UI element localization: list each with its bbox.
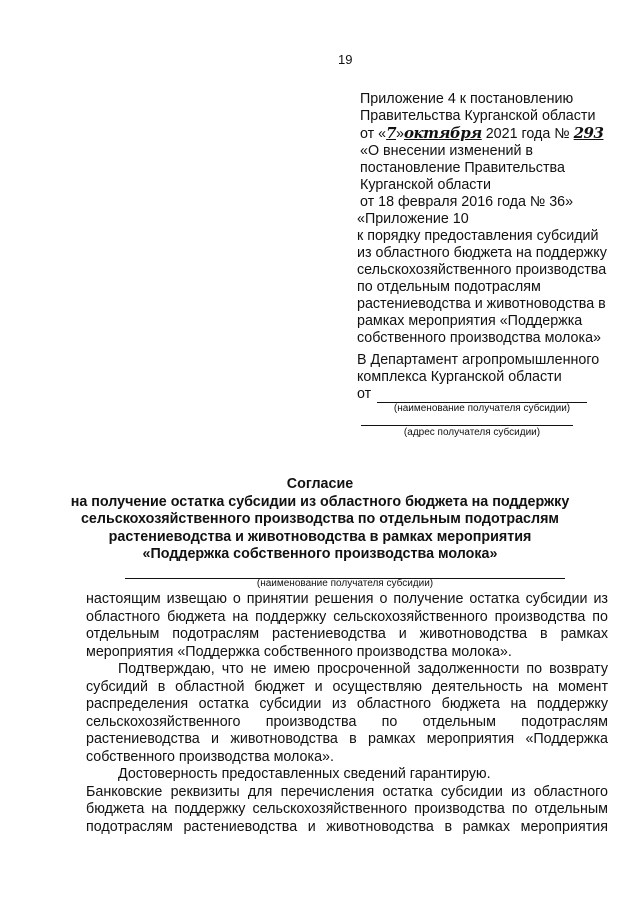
- appendix-10-header: [357, 211, 617, 347]
- appendix-10-line: собственного производства молока»: [357, 330, 601, 346]
- appendix-10-line: по отдельным подотраслям: [357, 279, 541, 295]
- from-row: [357, 386, 627, 403]
- appendix-10-line: к порядку предоставления субсидий: [357, 228, 599, 244]
- appendix-10-line: рамках мероприятия «Поддержка: [357, 313, 583, 329]
- from-label: от: [357, 386, 372, 402]
- document-title: [40, 476, 600, 564]
- appendix-10-line: из областного бюджета на поддержку: [357, 245, 607, 261]
- title-line: растениеводства и животноводства в рамках мероприятия: [108, 528, 532, 545]
- date-prefix: от «: [360, 126, 387, 142]
- appendix-10-line: «Приложение 10: [357, 211, 469, 227]
- appendix-10-line: растениеводства и животноводства в: [357, 296, 606, 312]
- body-paragraph: настоящим извещаю о принятии решения о получение остатка субсидии из областного бюджета на поддержку сельскохозяйственного производства по отдельным подотраслям растениеводства и животноводства в рамках мероприятия «Поддержка собственного производства молока».: [86, 591, 608, 660]
- recipient-line: комплекса Курганской области: [357, 369, 562, 385]
- title-line: «Поддержка собственного производства молока»: [142, 546, 498, 562]
- recipient-name-line[interactable]: [125, 564, 565, 579]
- title-line: Согласие: [286, 476, 354, 492]
- body-paragraph: Достоверность предоставленных сведений гарантирую.: [118, 766, 491, 782]
- appendix-header-line: Курганской области: [360, 177, 491, 193]
- appendix-10-line: сельскохозяйственного производства: [357, 262, 607, 278]
- recipient-block: [357, 352, 627, 439]
- recipient-address-field[interactable]: [361, 415, 573, 426]
- appendix-header-line: Приложение 4 к постановлению: [360, 91, 574, 107]
- date-year: 2021 года №: [485, 126, 570, 142]
- appendix-header-date-line: [360, 125, 610, 143]
- title-line: на получение остатка субсидии из областного бюджета на поддержку: [70, 493, 570, 510]
- handwritten-number: 293: [573, 124, 604, 142]
- recipient-line: В Департамент агропромышленного: [357, 352, 600, 368]
- body-paragraph: Подтверждаю, что не имею просроченной задолженности по возврату субсидий в областной бюджет и осуществляю деятельность на момент распределения остатка субсидии из областного бюджета на поддержку сельскохозяйственного производства по отдельным подотраслям растениеводства и животноводства в рамках мероприятия «Поддержка собственного производства молока».: [86, 661, 608, 765]
- title-line: сельскохозяйственного производства по отдельным подотраслям: [80, 511, 560, 527]
- appendix-header-line: от 18 февраля 2016 года № 36»: [360, 194, 574, 210]
- recipient-name-field[interactable]: [377, 388, 587, 403]
- page-number: 19: [338, 52, 353, 67]
- recipient-name-caption: (наименование получателя субсидии): [393, 403, 571, 414]
- appendix-header-line: Правительства Курганской области: [360, 108, 596, 124]
- handwritten-day: 7: [386, 124, 397, 142]
- date-mid: »: [396, 126, 404, 142]
- body-paragraph: Банковские реквизиты для перечисления остатка субсидии из областного бюджета на поддержку сельскохозяйственного производства по отдельным подотраслям растениеводства и животноводства в рамках мероприятия: [86, 783, 608, 835]
- appendix-4-header: [360, 91, 610, 211]
- recipient-name-line-caption: (наименование получателя субсидии): [256, 578, 434, 589]
- appendix-header-line: «О внесении изменений в: [360, 143, 534, 159]
- appendix-header-line: постановление Правительства: [360, 160, 565, 176]
- recipient-address-caption: (адрес получателя субсидии): [403, 427, 541, 438]
- handwritten-month: октября: [404, 124, 482, 142]
- document-body: [86, 591, 608, 836]
